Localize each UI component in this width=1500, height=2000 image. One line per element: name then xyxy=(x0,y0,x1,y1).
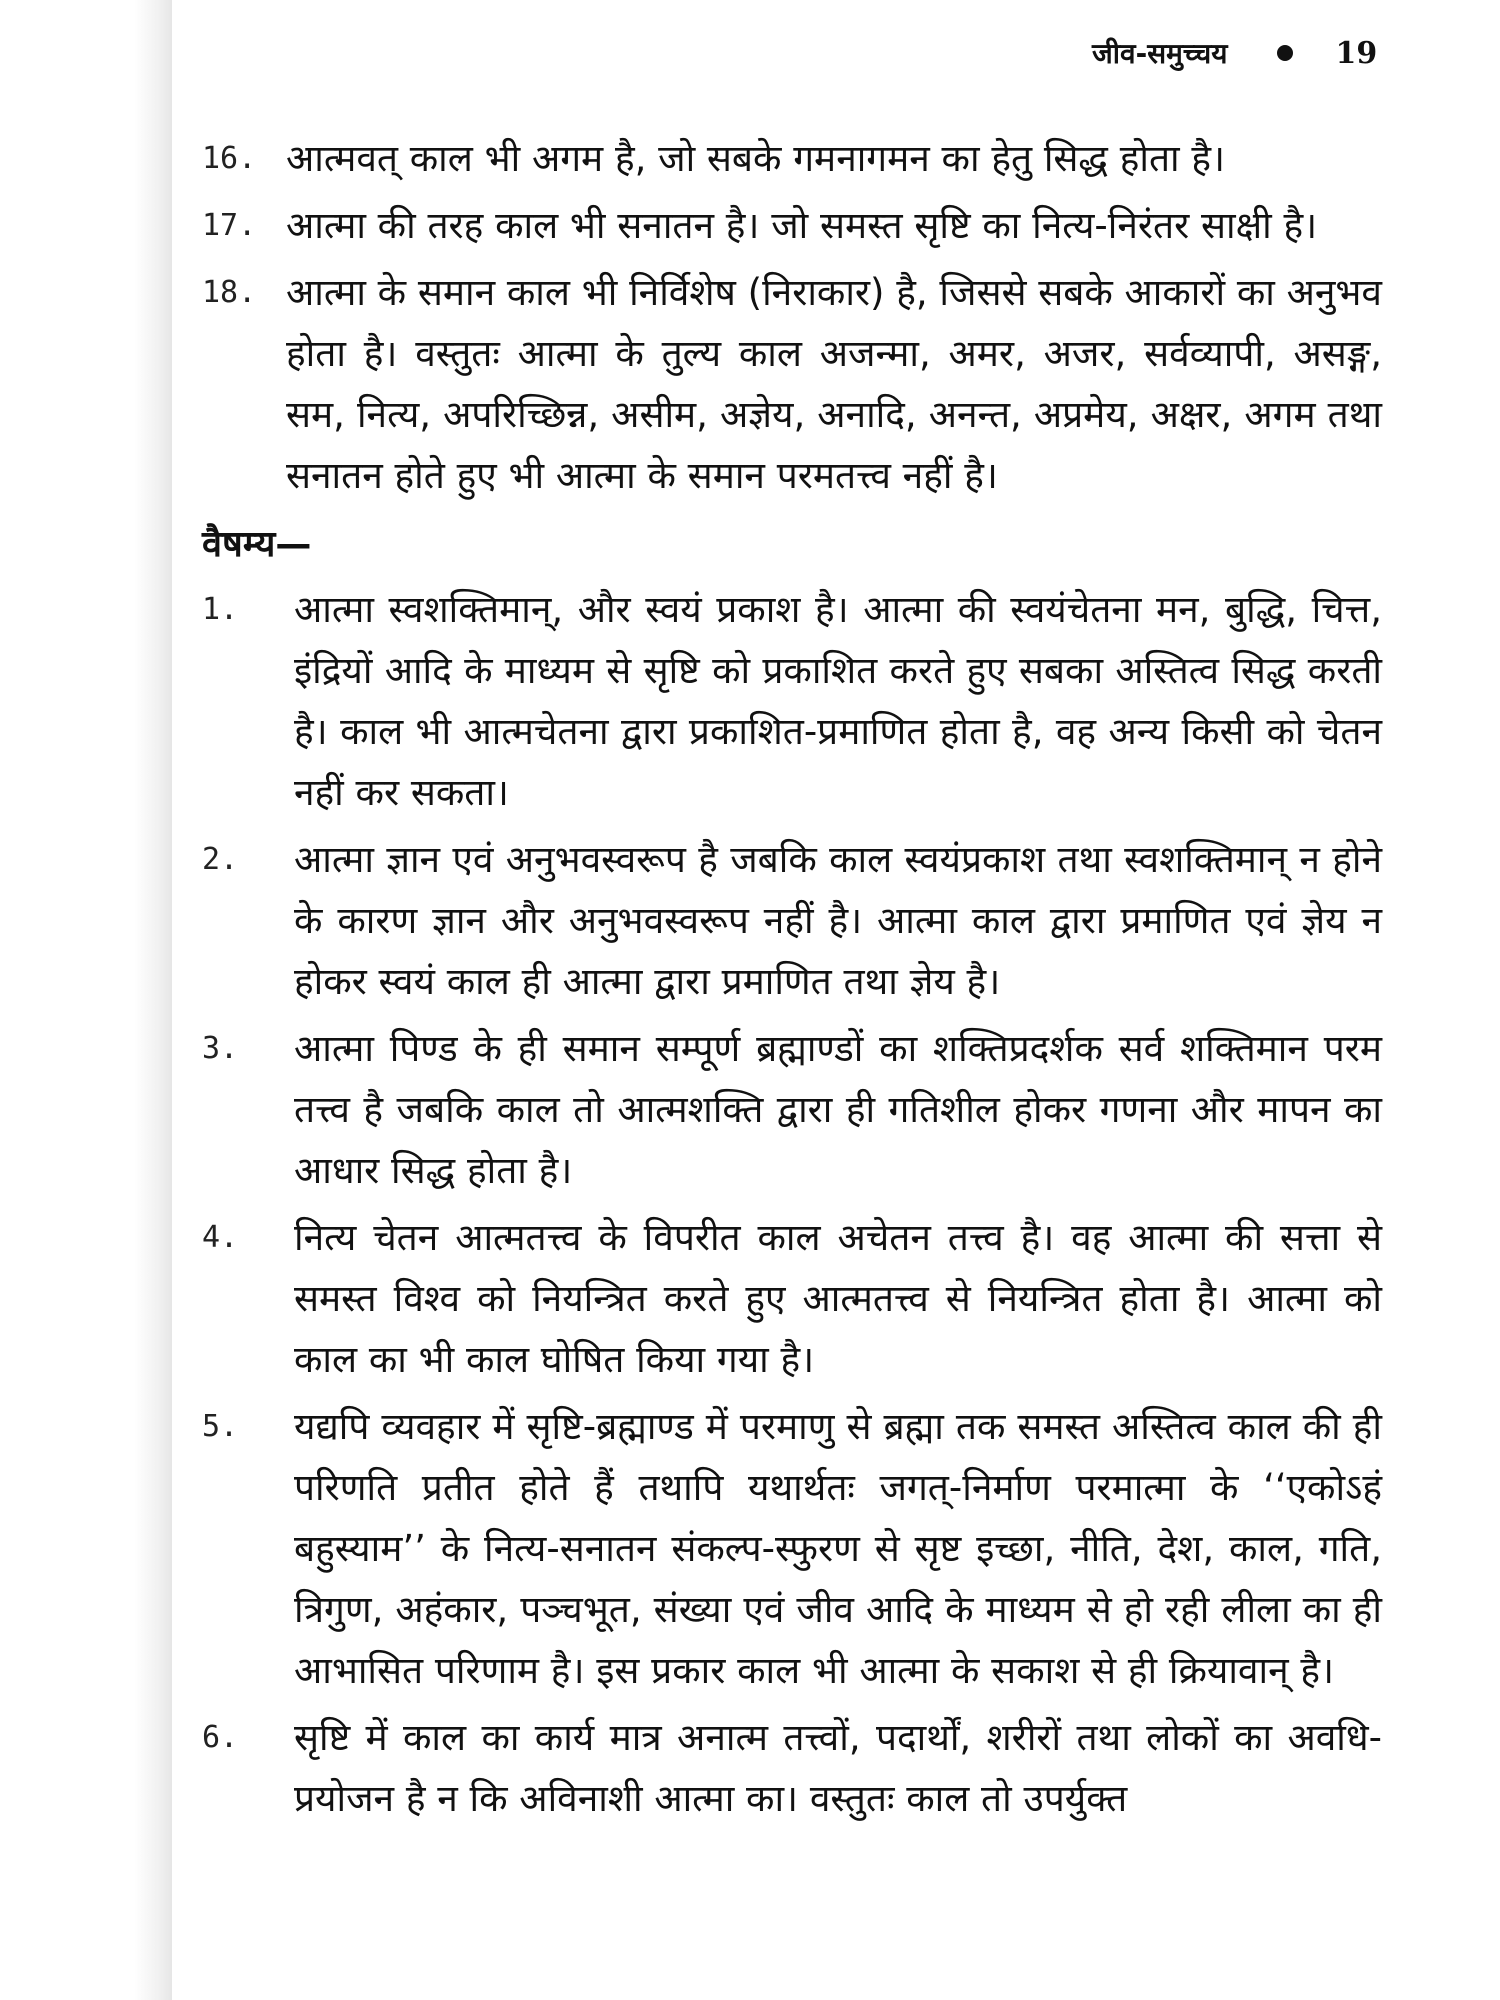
item-text: आत्मवत् काल भी अगम है, जो सबके गमनागमन का हेतु सिद्ध होता है। xyxy=(286,137,1226,180)
list-item xyxy=(202,262,1382,506)
item-text: नित्य चेतन आत्मतत्त्व के विपरीत काल अचेतन तत्त्व है। वह आत्मा की सत्ता से समस्त विश्व को नियन्त्रित करते हुए आत्मतत्त्व से नियन्त्रित होता है। आत्मा को काल का भी काल घोषित किया गया है। xyxy=(294,1216,1382,1381)
section-heading: वैषम्य— xyxy=(202,524,312,565)
item-number: 3. xyxy=(202,1031,239,1066)
list-item xyxy=(202,829,1382,1012)
item-number: 6. xyxy=(202,1720,239,1755)
item-text: आत्मा स्वशक्तिमान्, और स्वयं प्रकाश है। आत्मा की स्वयंचेतना मन, बुद्धि, चित्त, इंद्रियों आदि के माध्यम से सृष्टि को प्रकाशित करते हुए सबका अस्तित्व सिद्ध करती है। काल भी आत्मचेतना द्वारा प्रकाशित-प्रमाणित होता है, वह अन्य किसी को चेतन नहीं कर सकता। xyxy=(294,588,1382,814)
item-number: 2. xyxy=(202,842,239,877)
page-number: 19 xyxy=(1335,35,1378,71)
item-number: 5. xyxy=(202,1409,239,1444)
book-page xyxy=(172,0,1500,2000)
running-head xyxy=(1092,28,1500,78)
item-number: 1. xyxy=(202,592,239,627)
item-text: आत्मा की तरह काल भी सनातन है। जो समस्त सृष्टि का नित्य-निरंतर साक्षी है। xyxy=(286,204,1318,247)
chapter-title: जीव-समुच्चय xyxy=(1092,37,1228,70)
item-number: 18. xyxy=(202,275,257,310)
page-body xyxy=(202,128,1382,1835)
binding-gutter xyxy=(0,0,172,2000)
item-text: सृष्टि में काल का कार्य मात्र अनात्म तत्त्वों, पदार्थों, शरीरों तथा लोकों का अवधि-प्रयोजन है न कि अविनाशी आत्मा का। वस्तुतः काल तो उपर्युक्त xyxy=(294,1716,1382,1820)
item-text: आत्मा ज्ञान एवं अनुभवस्वरूप है जबकि काल स्वयंप्रकाश तथा स्वशक्तिमान् न होने के कारण ज्ञान और अनुभवस्वरूप नहीं है। आत्मा काल द्वारा प्रमाणित एवं ज्ञेय न होकर स्वयं काल ही आत्मा द्वारा प्रमाणित तथा ज्ञेय है। xyxy=(294,838,1382,1003)
item-number: 16. xyxy=(202,141,257,176)
list-item xyxy=(202,579,1382,823)
list-item xyxy=(202,195,1382,256)
list-item xyxy=(202,1396,1382,1701)
list-item xyxy=(202,1207,1382,1390)
list-item xyxy=(202,1707,1382,1829)
list-item xyxy=(202,1018,1382,1201)
item-number: 17. xyxy=(202,208,257,243)
list-item xyxy=(202,128,1382,189)
item-text: आत्मा के समान काल भी निर्विशेष (निराकार) है, जिससे सबके आकारों का अनुभव होता है। वस्तुतः आत्मा के तुल्य काल अजन्मा, अमर, अजर, सर्वव्यापी, असङ्ग, सम, नित्य, अपरिच्छिन्न, असीम, अज्ञेय, अनादि, अनन्त, अप्रमेय, अक्षर, अगम तथा सनातन होते हुए भी आत्मा के समान परमतत्त्व नहीं है। xyxy=(286,271,1382,497)
bullet-separator-icon xyxy=(1277,45,1293,61)
item-text: आत्मा पिण्ड के ही समान सम्पूर्ण ब्रह्माण्डों का शक्तिप्रदर्शक सर्व शक्तिमान परम तत्त्व है जबकि काल तो आत्मशक्ति द्वारा ही गतिशील होकर गणना और मापन का आधार सिद्ध होता है। xyxy=(294,1027,1382,1192)
item-text: यद्यपि व्यवहार में सृष्टि-ब्रह्माण्ड में परमाणु से ब्रह्मा तक समस्त अस्तित्व काल की ही परिणति प्रतीत होते हैं तथापि यथार्थतः जगत्-निर्माण परमात्मा के ‘‘एकोऽहं बहुस्याम’’ के नित्य-सनातन संकल्प-स्फुरण से सृष्ट इच्छा, नीति, देश, काल, गति, त्रिगुण, अहंकार, पञ्चभूत, संख्या एवं जीव आदि के माध्यम से हो रही लीला का ही आभासित परिणाम है। इस प्रकार काल भी आत्मा के सकाश से ही क्रियावान् है। xyxy=(294,1405,1382,1692)
item-number: 4. xyxy=(202,1220,239,1255)
